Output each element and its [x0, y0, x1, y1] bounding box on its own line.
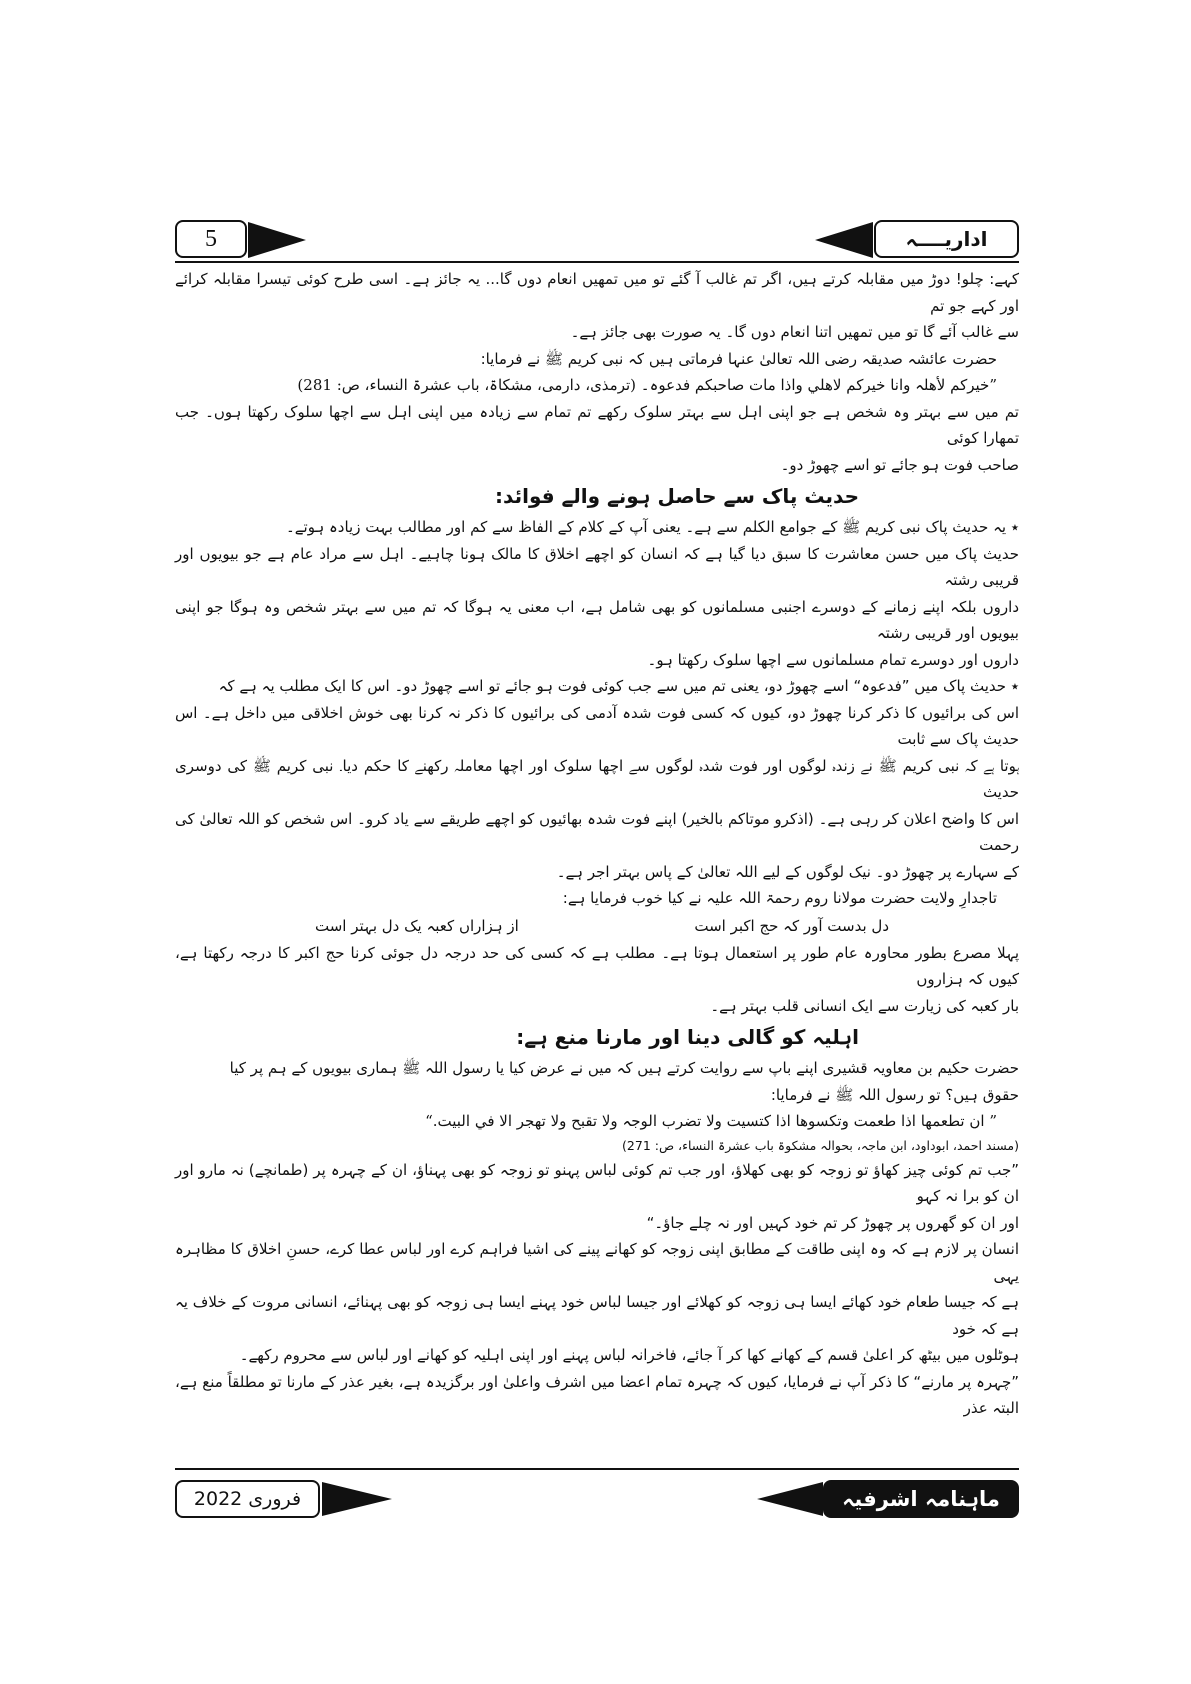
section-heading: اہلیہ کو گالی دینا اور مارنا منع ہے: [516, 1025, 859, 1049]
couplet-first-hemistich: دل بدست آور کہ حج اکبر است [694, 916, 889, 935]
body-line: بار کعبہ کی زیارت سے ایک انسانی قلب بہتر ہے۔ [710, 996, 1019, 1015]
body-line: صاحب فوت ہو جائے تو اسے چھوڑ دو۔ [780, 455, 1019, 474]
body-line: ”چہرہ پر مارنے“ کا ذکر آپ نے فرمایا، کیوں کہ چہرہ تمام اعضا میں اشرف واعلیٰ اور برگزیدہ ہے، بغیر عذر کے مارنا تو مطلقاً منع ہے، البتہ عذر [175, 1372, 1019, 1417]
body-line: اور ان کو گھروں پر چھوڑ کر تم خود کہیں اور نہ چلے جاؤ۔“ [646, 1213, 1019, 1232]
body-line: اس کا واضح اعلان کر رہی ہے۔ (اذکرو موتاکم بالخیر) اپنے فوت شدہ بھائیوں کو اچھے طریقے سے یاد کرو۔ اس شخص کو اللہ تعالیٰ کی رحمت [175, 809, 1019, 854]
footer-divider [175, 1468, 1019, 1470]
issue-date: فروری 2022 [175, 1480, 320, 1518]
footer-ornament-left [322, 1482, 392, 1516]
body-line: تاجدارِ ولایت حضرت مولانا روم رحمۃ اللہ علیہ نے کیا خوب فرمایا ہے: [562, 889, 997, 907]
body-line: ہوتا ہے کہ نبی کریم ﷺ نے زندہ لوگوں اور فوت شدہ لوگوں سے اچھا سلوک اور اچھا معاملہ رکھنے کا حکم دیا۔ نبی کریم ﷺ کی دوسری حدیث [175, 756, 1019, 801]
hadith-quote: ” ان تطعمھا اذا طعمت وتکسوھا اذا کتسیت ولا تضرب الوجہ ولا تقبح ولا تھجر الا في البیت.“ [425, 1112, 997, 1130]
body-line: حضرت حکیم بن معاویہ قشیری اپنے باپ سے روایت کرتے ہیں کہ میں نے عرض کیا یا رسول اللہ ﷺ ہماری بیویوں کے ہم پر کیا [229, 1059, 1019, 1077]
body-line: پہلا مصرع بطور محاورہ عام طور پر استعمال ہوتا ہے۔ مطلب ہے کہ کسی کی حد درجہ دل جوئی کرنا حج اکبر کا درجہ رکھتا ہے، کیوں کہ ہزاروں [175, 943, 1019, 988]
body-line: تم میں سے بہتر وہ شخص ہے جو اپنی اہل سے بہتر سلوک رکھے تم تمام سے زیادہ میں اپنی اہل سے اچھا سلوک رکھتا ہوں۔ جب تمھارا کوئی [175, 402, 1019, 447]
header-ornament-left [248, 222, 306, 258]
magazine-title: ماہنامہ اشرفیہ [823, 1480, 1019, 1518]
header-divider [175, 261, 1019, 263]
body-line: داروں بلکہ اپنے زمانے کے دوسرے اجنبی مسلمانوں کو بھی شامل ہے، اب معنی یہ ہوگا کہ تم میں سے بہتر شخص وہ ہوگا جو اپنی بیویوں اور قریبی رشتہ [175, 597, 1019, 642]
body-line: سے غالب آئے گا تو میں تمھیں اتنا انعام دوں گا۔ یہ صورت بھی جائز ہے۔ [570, 323, 1019, 341]
body-line: حضرت عائشہ صدیقہ رضی اللہ تعالیٰ عنہا فرماتی ہیں کہ نبی کریم ﷺ نے فرمایا: [480, 349, 997, 368]
header-ornament-right [815, 222, 873, 258]
body-line: کے سہارے پر چھوڑ دو۔ نیک لوگوں کے لیے اللہ تعالیٰ کے پاس بہتر اجر ہے۔ [556, 862, 1019, 881]
body-line: اس کی برائیوں کا ذکر کرنا چھوڑ دو، کیوں کہ کسی فوت شدہ آدمی کی برائیوں کا ذکر نہ کرنا بھی خوش اخلاقی میں داخل ہے۔ اس حدیث پاک سے ثابت [175, 703, 1019, 748]
article-body [175, 266, 1019, 1422]
body-line: کہے: چلو! دوڑ میں مقابلہ کرتے ہیں، اگر تم غالب آ گئے تو میں تمھیں انعام دوں گا... یہ جائز ہے۔ اسی طرح کوئی تیسرا مقابلہ کرائے اور کہے جو تم [175, 270, 1019, 315]
page-number: 5 [175, 220, 247, 258]
body-line: حقوق ہیں؟ تو رسول اللہ ﷺ نے فرمایا: [770, 1085, 1019, 1104]
body-line: ”جب تم کوئی چیز کھاؤ تو زوجہ کو بھی کھلاؤ، اور جب تم کوئی لباس پہنو تو زوجہ کو بھی پہناؤ، ان کے چہرہ پر (طمانچے) نہ مارو اور ان کو برا نہ کہو [175, 1160, 1019, 1205]
body-line: داروں اور دوسرے تمام مسلمانوں سے اچھا سلوک رکھتا ہو۔ [647, 650, 1019, 669]
body-line: ٭ حدیث پاک میں ”فدعوہ“ اسے چھوڑ دو، یعنی تم میں سے جب کوئی فوت ہو جائے تو اسے چھوڑ دو۔ اس کا ایک مطلب یہ ہے کہ [218, 677, 1019, 695]
section-heading: حدیث پاک سے حاصل ہونے والے فوائد: [495, 484, 859, 508]
hadith-quote: ”خیرکم لأھلہ وانا خیرکم لاھلي واذا مات صاحبکم فدعوہ۔ (ترمذی، دارمی، مشکاۃ، باب عشرۃ النساء، ص: 281) [297, 376, 997, 394]
body-line: انسان پر لازم ہے کہ وہ اپنی طاقت کے مطابق اپنی زوجہ کو کھانے پینے کی اشیا فراہم کرے اور لباس عطا کرے، حسنِ اخلاق کا مظاہرہ یہی [175, 1240, 1019, 1285]
body-line: حدیث پاک میں حسن معاشرت کا سبق دیا گیا ہے کہ انسان کو اچھے اخلاق کا مالک ہونا چاہیے۔ اہل سے مراد عام ہے جو بیویوں اور قریبی رشتہ [175, 544, 1019, 589]
body-line: ہے کہ جیسا طعام خود کھائے ایسا ہی زوجہ کو کھلائے اور جیسا لباس خود پہنے ایسا ہی زوجہ کو بھی پہنائے، انسانی مروت کے خلاف یہ ہے کہ خود [175, 1293, 1019, 1338]
body-line: ٭ یہ حدیث پاک نبی کریم ﷺ کے جوامع الکلم سے ہے۔ یعنی آپ کے کلام کے الفاظ سے کم اور مطالب بہت زیادہ ہوتے۔ [285, 518, 1019, 536]
body-line: ہوٹلوں میں بیٹھ کر اعلیٰ قسم کے کھانے کھا کر آ جائے، فاخرانہ لباس پہنے اور اپنی اہلیہ کو کھانے اور لباس سے محروم رکھے۔ [239, 1346, 1019, 1364]
couplet-second-hemistich: از ہزاراں کعبہ یک دل بہتر است [315, 916, 519, 935]
section-title: اداریــــہ [874, 220, 1019, 258]
footer-ornament-right [757, 1482, 823, 1516]
citation: (مسند احمد، ابوداود، ابن ماجہ، بحوالہ مشکوۃ باب عشرۃ النساء، ص: 271) [622, 1137, 1019, 1153]
persian-couplet [175, 912, 1019, 940]
